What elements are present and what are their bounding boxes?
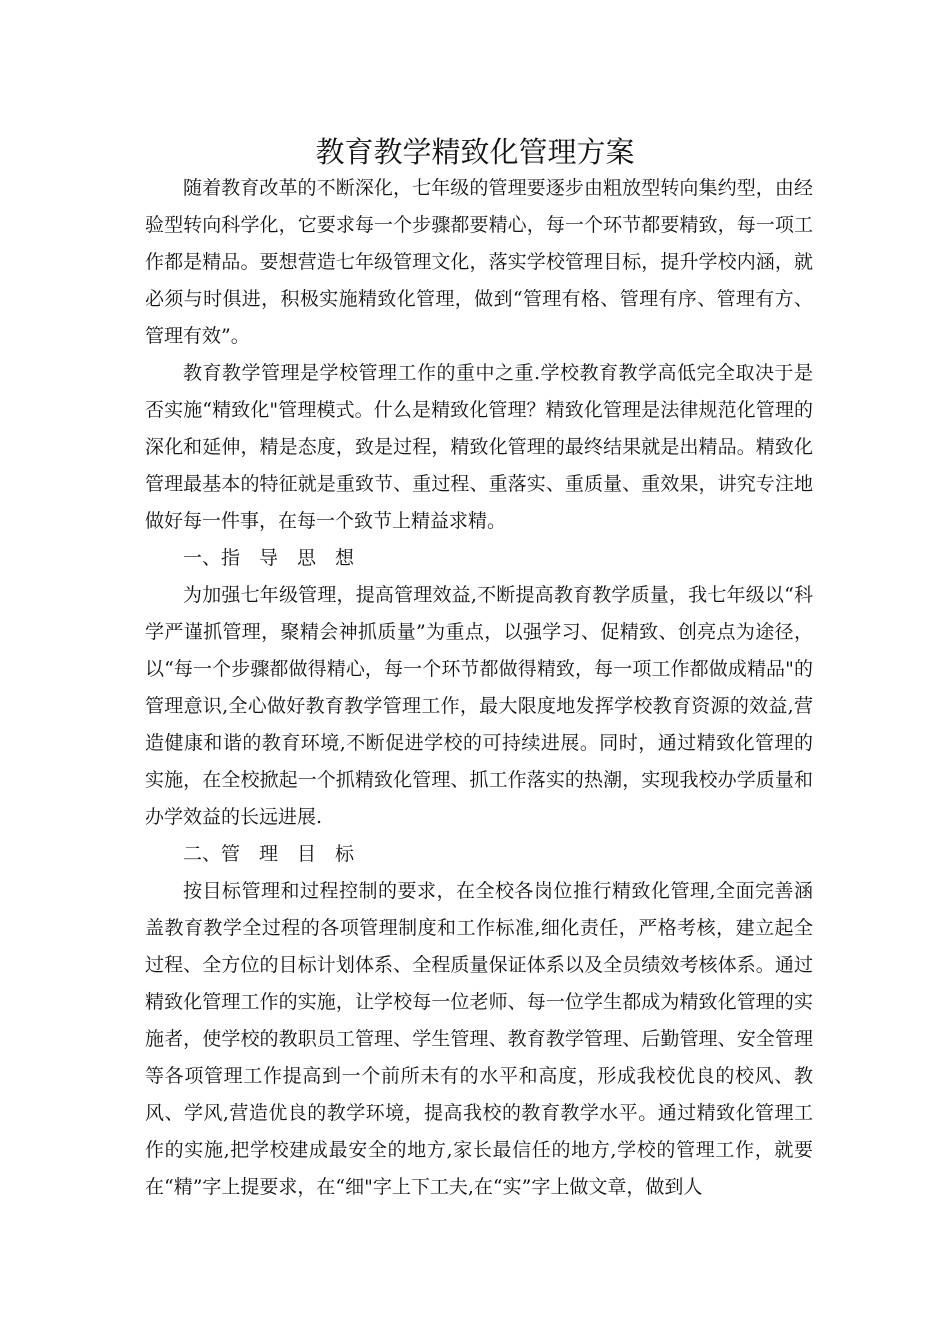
document-body: [145, 170, 813, 1206]
management-goals-paragraph: 按目标管理和过程控制的要求，在全校各岗位推行精致化管理,全面完善涵盖教育教学全过程的各项管理制度和工作标准,细化责任，严格考核，建立起全过程、全方位的目标计划体系、全程质量保证体系以及全员绩效考核体系。通过精致化管理工作的实施，让学校每一位老师、每一位学生都成为精致化管理的实施者，使学校的教职员工管理、学生管理、教育教学管理、后勤管理、安全管理等各项管理工作提高到一个前所未有的水平和高度，形成我校优良的校风、教风、学风,营造优良的教学环境，提高我校的教育教学水平。通过精致化管理工作的实施,把学校建成最安全的地方,家长最信任的地方,学校的管理工作，就要在“精”字上提要求，在“细"字上下工夫,在“实”字上做文章，做到人: [145, 880, 813, 1198]
section-heading-management-goals: 二、管 理 目 标: [183, 843, 355, 865]
document-title: 教育教学精致化管理方案: [315, 135, 635, 169]
intro-paragraph: 随着教育改革的不断深化，七年级的管理要逐步由粗放型转向集约型，由经验型转向科学化，它要求每一个步骤都要精心，每一个环节都要精致，每一项工作都是精品。要想营造七年级管理文化，落实学校管理目标，提升学校内涵，就必须与时俱进，积极实施精致化管理，做到“管理有格、管理有序、管理有方、管理有效”。: [145, 177, 813, 347]
guiding-ideology-paragraph: 为加强七年级管理，提高管理效益,不断提高教育教学质量，我七年级以“科学严谨抓管理，聚精会神抓质量”为重点，以强学习、促精致、创亮点为途径，以“每一个步骤都做得精心，每一个环节都做得精致，每一项工作都做成精品"的管理意识,全心做好教育教学管理工作，最大限度地发挥学校教育资源的效益,营造健康和谐的教育环境,不断促进学校的可持续进展。同时，通过精致化管理的实施，在全校掀起一个抓精致化管理、抓工作落实的热潮，实现我校办学质量和办学效益的长远进展.: [145, 584, 813, 828]
section-heading-guiding-ideology: 一、指 导 思 想: [183, 547, 355, 569]
definition-paragraph: 教育教学管理是学校管理工作的重中之重.学校教育教学高低完全取决于是否实施“精致化"管理模式。什么是精致化管理？精致化管理是法律规范化管理的深化和延伸，精是态度，致是过程，精致化管理的最终结果就是出精品。精致化管理最基本的特征就是重致节、重过程、重落实、重质量、重效果，讲究专注地做好每一件事，在每一个致节上精益求精。: [145, 362, 813, 532]
